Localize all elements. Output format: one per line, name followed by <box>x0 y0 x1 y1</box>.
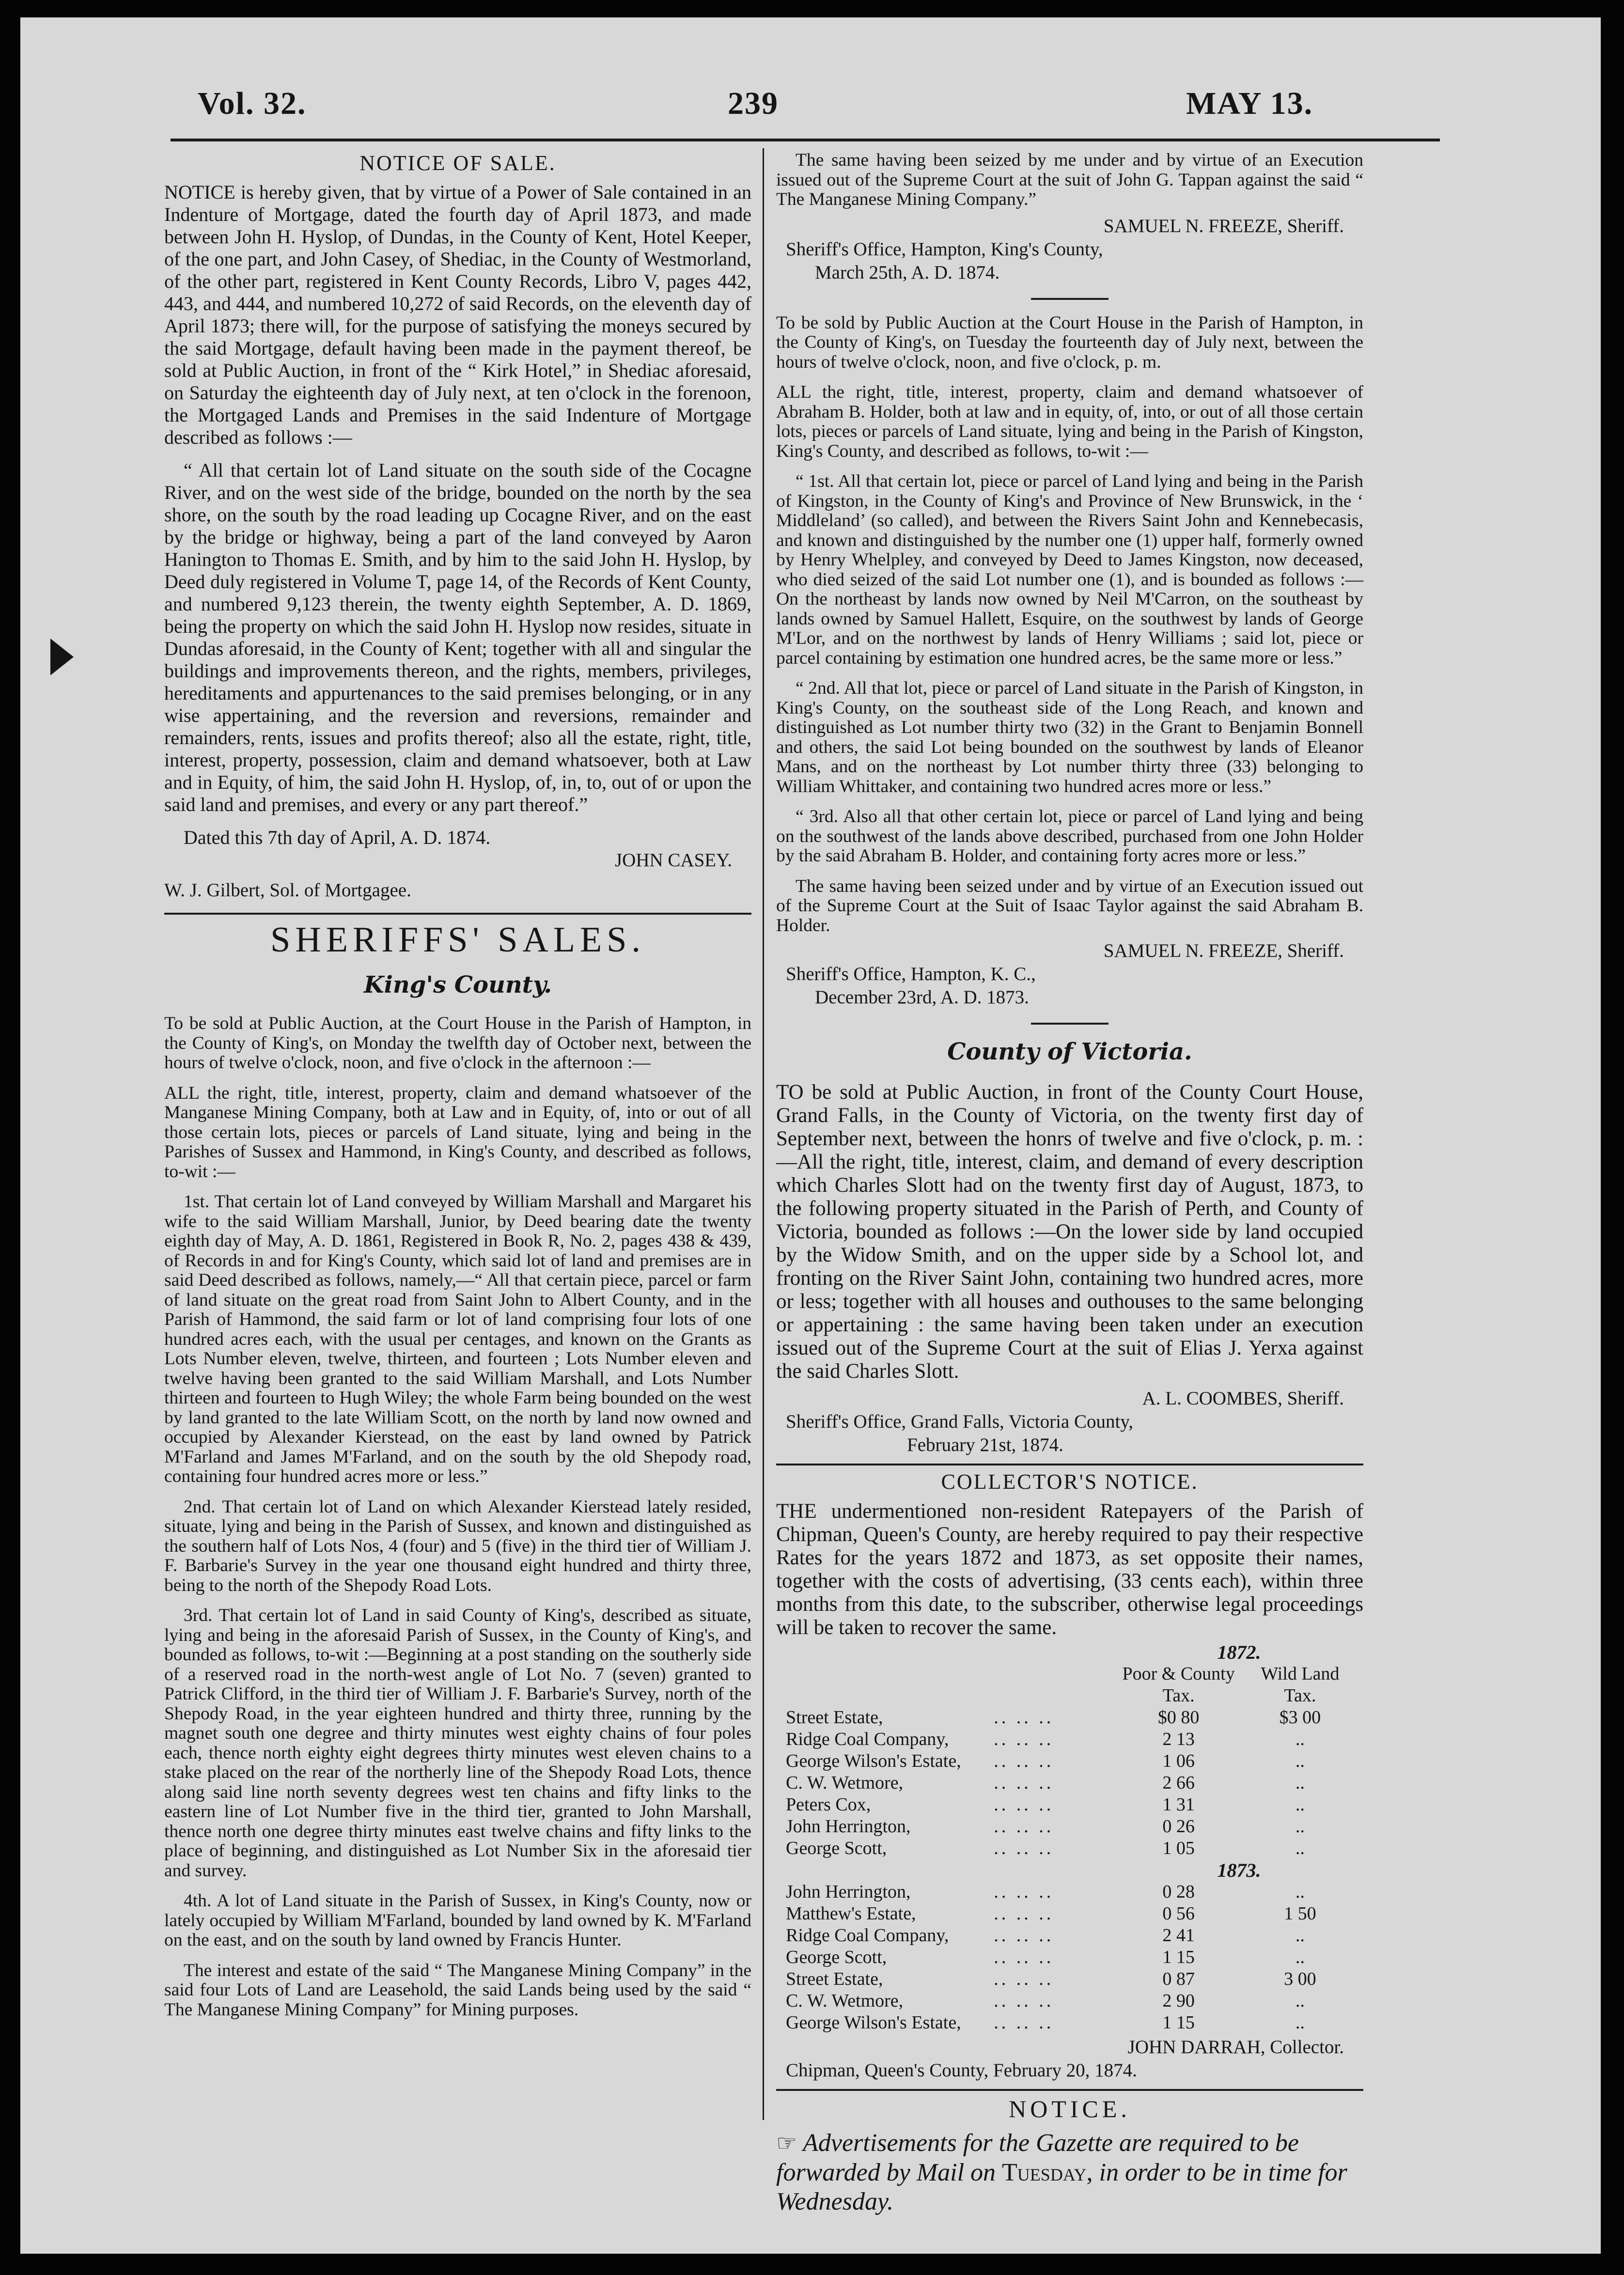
kings-interest: The interest and estate of the said “ The Manganese Mining Company” in the said four Lots of Land are Leasehold, the said Lands being used by the said “ The Manganese Mining Company” for Mining purposes. <box>164 1960 751 2020</box>
header-rule <box>171 139 1440 141</box>
wild-land-tax: .. <box>1295 2012 1305 2033</box>
ratepayer-name: C. W. Wetmore, <box>786 1773 904 1793</box>
table-row <box>776 1750 1363 1772</box>
poor-county-tax: 0 87 <box>1162 1969 1195 1989</box>
poor-county-tax: 1 06 <box>1162 1751 1195 1771</box>
coombes-name: A. L. COOMBES, Sheriff. <box>1142 1388 1344 1409</box>
left-column <box>164 151 751 2108</box>
poor-county-tax: 2 13 <box>1162 1729 1195 1749</box>
ratepayer-name: John Herrington, <box>786 1816 911 1837</box>
poor-county-tax: 1 15 <box>1162 2012 1195 2033</box>
leader-dots: .. .. .. <box>994 1838 1054 1858</box>
kings-county-title: King's County. <box>363 971 552 998</box>
poor-county-tax: 0 28 <box>1162 1882 1195 1902</box>
leader-dots: .. .. .. <box>994 1773 1054 1793</box>
ratepayer-name: Ridge Coal Company, <box>786 1925 949 1946</box>
ratepayer-name: Matthew's Estate, <box>786 1903 916 1924</box>
section-rule <box>1031 298 1109 300</box>
final-notice-text-2: in order to be in time for Wednesday. <box>776 2159 1347 2215</box>
table-row <box>776 1794 1363 1816</box>
collectors-notice-title: COLLECTOR'S NOTICE. <box>941 1470 1199 1494</box>
header-page-number: 239 <box>728 86 779 121</box>
sheriff1-name: SAMUEL N. FREEZE, Sheriff. <box>1103 215 1344 236</box>
table-row <box>776 1772 1363 1794</box>
wild-land-tax: .. <box>1295 1838 1305 1858</box>
poor-county-tax: 2 90 <box>1162 1991 1195 2011</box>
ratepayer-name: Street Estate, <box>786 1707 883 1728</box>
leader-dots: .. .. .. <box>994 1991 1054 2011</box>
ratepayer-name: Street Estate, <box>786 1969 883 1989</box>
sheriff2-date: December 23rd, A. D. 1873. <box>815 987 1029 1008</box>
leader-dots: .. .. .. <box>994 1751 1054 1771</box>
ratepayers-table <box>776 1641 1363 2034</box>
final-notice-body <box>776 2129 1363 2216</box>
table-row <box>776 1925 1363 1947</box>
leader-dots: .. .. .. <box>994 1794 1054 1815</box>
holder-lot-1st: “ 1st. All that certain lot, piece or parcel of Land lying and being in the Parish of Kingston, in the County of King's and Province of New Brunswick, in the ‘ Middleland’ (so called), and between the Rivers Saint John and Kennebecasis, and known and distinguished by the number one (1) upper half, formerly owned by Henry Whelpley, and conveyed by Deed to James Kingston, now deceased, who died seized of the said Lot number one (1), and is bounded as follows :—On the northeast by lands now owned by Neil M'Carron, on the southeast by lands owned by Samuel Hallett, Esquire, on the southwest by lands of George M'Lor, and on the northwest by lands of Henry Williams ; said lot, piece or parcel containing by estimation one hundred acres, be the same more or less.” <box>776 471 1363 668</box>
kings-all-right: ALL the right, title, interest, property, claim and demand whatsoever of the Manganese Mining Company, both at Law and in Equity, of, into or out of all those certain lots, pieces or parcels of Land situate, lying and being in the Parishes of Sussex and Hammond, in King's County, and described as follows, to-wit :— <box>164 1083 751 1182</box>
ratepayer-name: John Herrington, <box>786 1882 911 1902</box>
wild-land-tax: .. <box>1295 1773 1305 1793</box>
table-row <box>776 1990 1363 2012</box>
header-volume: Vol. 32. <box>198 86 307 121</box>
table-row <box>776 1881 1363 1903</box>
leader-dots: .. .. .. <box>994 1816 1054 1837</box>
final-notice-tuesday: Tuesday, <box>1002 2159 1093 2186</box>
table-row <box>776 1838 1363 1859</box>
leader-dots: .. .. .. <box>994 1925 1054 1946</box>
hampton-intro: To be sold by Public Auction at the Court House in the Parish of Hampton, in the County of King's, on Tuesday the fourteenth day of July next, between the hours of twelve o'clock, noon, and five o'clock, p. m. <box>776 312 1363 372</box>
collectors-notice-body: THE undermentioned non-resident Ratepayers of the Parish of Chipman, Queen's County, are hereby required to pay their respective Rates for the years 1872 and 1873, as set opposite their names, together with the costs of advertising, (33 cents each), within three months from this date, to the subscriber, otherwise legal proceedings will be taken to recover the same. <box>776 1500 1363 1639</box>
wild-land-tax: .. <box>1295 1882 1305 1902</box>
collector-place-date: Chipman, Queen's County, February 20, 1874. <box>786 2060 1137 2081</box>
holder-lot-2nd: “ 2nd. All that lot, piece or parcel of Land situate in the Parish of Kingston, in King's County, on the southeast side of the Long Reach, and known and distinguished as Lot number thirty two (32) in the Grant to Benjamin Bonnell and others, the said Lot being bounded on the southwest by lands of Eleanor Mans, and on the northeast by Lot number thirty three (33) belonging to William Whittaker, and containing two hundred acres more or less.” <box>776 678 1363 796</box>
ratepayer-name: George Scott, <box>786 1947 887 1967</box>
leader-dots: .. .. .. <box>994 1969 1054 1989</box>
rows-1872 <box>776 1707 1363 1859</box>
wild-land-tax: .. <box>1295 1816 1305 1837</box>
header-date: MAY 13. <box>1186 86 1313 121</box>
wild-land-tax: .. <box>1295 1751 1305 1771</box>
right-column <box>776 150 1363 2215</box>
notice-of-sale-description: “ All that certain lot of Land situate on the south side of the Cocagne River, and on the west side of the bridge, bounded on the north by the sea shore, on the south by the road leading up Cocagne River, and on the east by the bridge or highway, being a part of the land conveyed by Aaron Hanington to Thomas E. Smith, and by him to the said John H. Hyslop, by Deed duly registered in Volume T, page 14, of the Records of Kent County, and numbered 9,123 therein, the twenty eighth September, A. D. 1869, being the property on which the said John H. Hyslop now resides, situate in Dundas aforesaid, in the County of Kent; together with all and singular the buildings and improvements thereon, and the rights, members, privileges, hereditaments and appurtenances to the said premises belonging, or in any wise appertaining, and the reversion and reversions, remainder and remainders, rents, issues and profits thereof; also all the estate, right, title, interest, property, possession, claim and demand whatsoever, both at Law and in Equity, of him, the said John H. Hyslop, of, in, to, out of or upon the said land and premises, and every or any part thereof.” <box>164 459 751 815</box>
table-row <box>776 1816 1363 1838</box>
final-notice-text-1: Advertisements for the Gazette are required to be forwarded by Mail on <box>776 2129 1299 2186</box>
holder-lot-3rd: “ 3rd. Also all that other certain lot, piece or parcel of Land lying and being on the southwest of the lands above described, purchased from one John Holder by the said Abraham B. Holder, and containing forty acres more or less.” <box>776 807 1363 866</box>
holder-all-right: ALL the right, title, interest, property, claim and demand whatsoever of Abraham B. Holder, both at law and in equity, of, into, or out of all those certain lots, pieces or parcels of Land situate, lying and being in the Parish of Kingston, King's County, and described as follows, to-wit :— <box>776 382 1363 461</box>
sheriff2-name: SAMUEL N. FREEZE, Sheriff. <box>1103 940 1344 961</box>
victoria-body: TO be sold at Public Auction, in front of the County Court House, Grand Falls, in the County of Victoria, on the twenty first day of September next, between the honrs of twelve and five o'clock, p. m. :—All the right, title, interest, claim, and demand of every description which Charles Slott had on the twenty first day of August, 1873, to the following property situated in the Parish of Perth, and County of Victoria, bounded as follows :—On the lower side by land occupied by the Widow Smith, and on the upper side by a School lot, and fronting on the River Saint John, containing two hundred acres, more or less; together with all houses and outhouses to the same belonging or appertaining : the same having been taken under an execution issued out of the Supreme Court at the suit of Elias J. Yerxa against the said Charles Slott. <box>776 1081 1363 1383</box>
ratepayer-name: George Wilson's Estate, <box>786 2012 961 2033</box>
ratepayer-name: George Wilson's Estate, <box>786 1751 961 1771</box>
sheriff2-office: Sheriff's Office, Hampton, K. C., <box>786 964 1036 984</box>
notice-dated: Dated this 7th day of April, A. D. 1874. <box>184 826 491 848</box>
notice-of-sale-title: NOTICE OF SALE. <box>359 151 556 175</box>
wild-land-tax: .. <box>1295 1729 1305 1749</box>
leader-dots: .. .. .. <box>994 1707 1054 1728</box>
collector-signer: JOHN DARRAH, Collector. <box>1127 2037 1344 2057</box>
sheriff1-office: Sheriff's Office, Hampton, King's County, <box>786 238 1103 260</box>
notice-of-sale-body: NOTICE is hereby given, that by virtue of a Power of Sale contained in an Indenture of Mortgage, dated the fourth day of April 1873, and made between John H. Hyslop, of Dundas, in the County of Kent, Hotel Keeper, of the one part, and John Casey, of Shediac, in the County of Westmorland, of the other part, registered in Kent County Records, Libro V, pages 442, 443, and 444, and numbered 10,272 of said Records, on the eleventh day of April 1873; there will, for the purpose of satisfying the moneys secured by the said Mortgage, default having been made in the payment thereof, be sold at Public Auction, in front of the “ Kirk Hotel,” in Shediac aforesaid, on Saturday the eighteenth day of July next, at ten o'clock in the forenoon, the Mortgaged Lands and Premises in the said Indenture of Mortgage described as follows :— <box>164 181 751 448</box>
wild-land-tax: $3 00 <box>1279 1707 1321 1728</box>
leader-dots: .. .. .. <box>994 2012 1054 2033</box>
table-row <box>776 2012 1363 2034</box>
table-row <box>776 1947 1363 1968</box>
seized-holder: The same having been seized under and by virtue of an Execution issued out of the Supreme Court at the Suit of Isaac Taylor against the said Abraham B. Holder. <box>776 876 1363 935</box>
rows-1873 <box>776 1881 1363 2034</box>
wild-land-tax: .. <box>1295 1947 1305 1967</box>
table-row <box>776 1903 1363 1925</box>
table-row <box>776 1707 1363 1729</box>
wild-land-tax: 1 50 <box>1284 1903 1316 1924</box>
table-row <box>776 1968 1363 1990</box>
wild-land-tax: .. <box>1295 1794 1305 1815</box>
poor-county-tax: 2 66 <box>1162 1773 1195 1793</box>
notice-solicitor: W. J. Gilbert, Sol. of Mortgagee. <box>164 880 411 901</box>
ratepayer-name: Peters Cox, <box>786 1794 871 1815</box>
poor-county-tax: 1 31 <box>1162 1794 1195 1815</box>
poor-county-tax: 2 41 <box>1162 1925 1195 1946</box>
sheriff1-date: March 25th, A. D. 1874. <box>815 262 1000 283</box>
leader-dots: .. .. .. <box>994 1903 1054 1924</box>
pointing-hand-icon: ☞ <box>776 2131 797 2156</box>
kings-lot-4th: 4th. A lot of Land situate in the Parish of Sussex, in King's County, now or lately occupied by William M'Farland, bounded by land owned by K. M'Farland on the east, and on the south by land owned by Francis Hunter. <box>164 1891 751 1950</box>
ratepayer-name: C. W. Wetmore, <box>786 1991 904 2011</box>
section-rule <box>164 913 751 915</box>
poor-county-tax: 0 56 <box>1162 1903 1195 1924</box>
column-rule <box>763 148 764 2120</box>
poor-county-tax: 1 05 <box>1162 1838 1195 1858</box>
wild-land-tax: 3 00 <box>1284 1969 1316 1989</box>
leader-dots: .. .. .. <box>994 1947 1054 1967</box>
poor-county-tax: 0 26 <box>1162 1816 1195 1837</box>
kings-intro: To be sold at Public Auction, at the Court House in the Parish of Hampton, in the County of King's, on Monday the twelfth day of October next, between the hours of twelve o'clock, noon, and five o'clock in the afternoon :— <box>164 1013 751 1073</box>
kings-lot-2nd: 2nd. That certain lot of Land on which Alexander Kierstead lately resided, situate, lying and being in the Parish of Sussex, and known and distinguished as the southern half of Lots Nos, 4 (four) and 5 (five) in the third tier of William J. F. Barbarie's Survey in the year one thousand eight hundred and thirty three, being to the north of the Shepody Road Lots. <box>164 1496 751 1595</box>
seized-manganese: The same having been seized by me under and by virtue of an Execution issued out of the Supreme Court at the suit of John G. Tappan against the said “ The Manganese Mining Company.” <box>776 150 1363 209</box>
coombes-date: February 21st, 1874. <box>907 1434 1063 1455</box>
year-1872: 1872. <box>1217 1641 1261 1663</box>
page-margin-marker <box>50 639 74 675</box>
kings-lot-1st: 1st. That certain lot of Land conveyed by William Marshall and Margaret his wife to the said William Marshall, Junior, by Deed bearing date the twenty eighth day of May, A. D. 1861, Registered in Book R, No. 2, pages 438 & 439, of Records in and for King's County, which said lot of land and premises are in said Deed described as follows, namely,—“ All that certain piece, parcel or farm of land situate on the great road from Saint John to Albert County, and in the Parish of Hammond, the said farm or lot of land comprising four lots of one hundred acres each, with the usual per centages, and known on the Grants as Lots Number eleven, twelve, thirteen, and fourteen ; Lots Number eleven and twelve having been granted to the said William Marshall, and Lots Number thirteen and fourteen to Hugh Wiley; the whole Farm being bounded on the west by land granted to the late William Scott, on the north by land now owned and occupied by Alexander Kierstead, on the east by land owned by Patrick M'Farland and James M'Farland, and on the south by the old Shepody road, containing four hundred acres more or less.” <box>164 1192 751 1486</box>
column-header-poor-county: Poor & County <box>1122 1664 1235 1684</box>
table-row <box>776 1729 1363 1750</box>
ratepayer-name: Ridge Coal Company, <box>786 1729 949 1749</box>
leader-dots: .. .. .. <box>994 1882 1054 1902</box>
leader-dots: .. .. .. <box>994 1729 1054 1749</box>
poor-county-tax: 1 15 <box>1162 1947 1195 1967</box>
wild-land-tax: .. <box>1295 1991 1305 2011</box>
poor-county-tax: $0 80 <box>1157 1707 1200 1728</box>
coombes-office: Sheriff's Office, Grand Falls, Victoria County, <box>786 1411 1134 1432</box>
victoria-county-title: County of Victoria. <box>947 1038 1192 1065</box>
column-header-wild-land: Wild Land <box>1261 1664 1340 1684</box>
year-1873: 1873. <box>1217 1859 1261 1881</box>
final-notice-title: NOTICE. <box>1009 2095 1131 2122</box>
sheriffs-sales-title: SHERIFFS' SALES. <box>270 920 645 960</box>
column-header-tax: Tax. <box>1162 1685 1195 1706</box>
section-rule <box>776 1464 1363 1465</box>
notice-signer: JOHN CASEY. <box>615 850 732 871</box>
column-header-tax: Tax. <box>1284 1685 1316 1706</box>
wild-land-tax: .. <box>1295 1925 1305 1946</box>
kings-lot-3rd: 3rd. That certain lot of Land in said County of King's, described as situate, lying and being in the aforesaid Parish of Sussex, in the County of King's, and bounded as follows, to-wit :—Beginning at a post standing on the southerly side of a reserved road in the north-west angle of Lot No. 7 (seven) granted to Patrick Clifford, in the third tier of William J. F. Barbarie's Survey, north of the Shepody Road, in the year eighteen hundred and thirty three, running by the magnet south one degree and thirty minutes west eighty chains of four poles each, thence north eighty eight degrees thirty minutes west eleven chains to a stake placed on the rear of the northerly line of the Shepody Road Lots, thence along said line north seventy degrees west ten chains and fifty links to the eastern line of Lot Number five in the third tier, granted to John Marshall, thence north one degree thirty minutes east twelve chains and fifty links to the place of beginning, and distinguished as Lot Number Six in the aforesaid tier and survey. <box>164 1605 751 1881</box>
section-rule <box>1031 1023 1109 1025</box>
section-rule <box>776 2089 1363 2091</box>
ratepayer-name: George Scott, <box>786 1838 887 1858</box>
gazette-page <box>20 17 1601 2254</box>
